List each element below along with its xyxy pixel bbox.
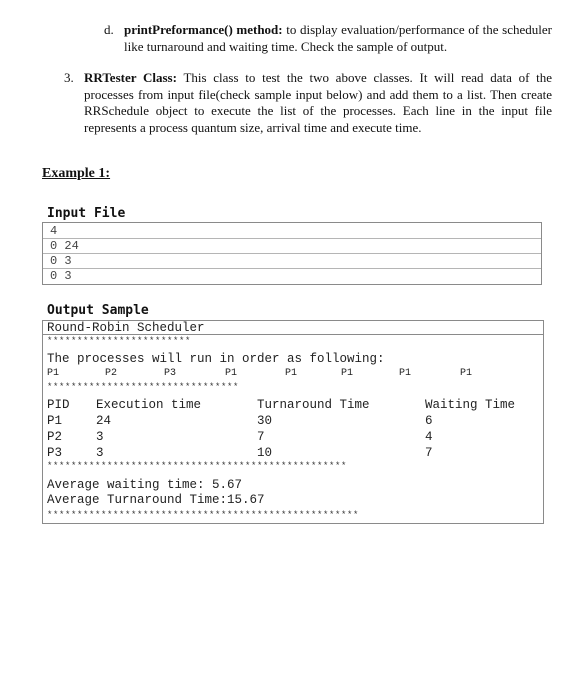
column-header-execution: Execution time <box>96 398 202 412</box>
row-exec: 3 <box>96 446 104 460</box>
row-turnaround: 7 <box>257 430 265 444</box>
input-row-divider <box>43 253 541 254</box>
order-item: P1 <box>47 368 60 379</box>
order-text: The processes will run in order as following: <box>47 352 385 366</box>
order-item: P2 <box>105 368 118 379</box>
scheduler-title: Round-Robin Scheduler <box>47 321 205 335</box>
order-item: P1 <box>460 368 473 379</box>
input-line: 0 24 <box>50 239 79 253</box>
item-d-text <box>124 21 552 55</box>
output-sample-box <box>42 320 544 524</box>
stars-divider: ************************************************** <box>47 461 348 471</box>
item-3-paragraph <box>64 70 552 136</box>
row-exec: 3 <box>96 430 104 444</box>
item-3-description: This class to test the two above classes. It will read data of the processes from input file(check sample input below) and add them to a list. Then create RRSchedule object to execute the list of the processes. Each line in the input file represents a process quantum size, arrival time and execute time. <box>84 70 553 135</box>
order-item: P1 <box>225 368 238 379</box>
item-3-text <box>84 70 552 136</box>
row-pid: P3 <box>47 446 63 460</box>
input-line: 0 3 <box>50 254 72 268</box>
title-divider <box>43 334 543 335</box>
row-exec: 24 <box>96 414 112 428</box>
item-d-label: d. <box>104 22 114 37</box>
column-header-waiting: Waiting Time <box>425 398 516 412</box>
stars-divider: ************************ <box>47 336 192 346</box>
stars-divider: **************************************************** <box>47 510 360 520</box>
output-sample-title: Output Sample <box>47 303 149 318</box>
row-waiting: 4 <box>425 430 433 444</box>
input-row-divider <box>43 268 541 269</box>
average-turnaround-time: Average Turnaround Time:15.67 <box>47 493 265 507</box>
input-row-divider <box>43 238 541 239</box>
order-item: P1 <box>341 368 354 379</box>
row-pid: P1 <box>47 414 63 428</box>
item-3-class-name: RRTester Class: <box>84 70 177 85</box>
order-item: P1 <box>285 368 298 379</box>
row-pid: P2 <box>47 430 63 444</box>
order-item: P1 <box>399 368 412 379</box>
item-d-paragraph <box>104 21 552 55</box>
item-3-number: 3. <box>64 70 74 85</box>
column-header-pid: PID <box>47 398 70 412</box>
stars-divider: ******************************** <box>47 382 240 392</box>
input-line: 4 <box>50 224 58 238</box>
item-d-method-name: printPreformance() method: <box>124 22 283 37</box>
column-header-turnaround: Turnaround Time <box>257 398 370 412</box>
order-item: P3 <box>164 368 177 379</box>
input-file-box <box>42 222 542 285</box>
average-waiting-time: Average waiting time: 5.67 <box>47 478 243 492</box>
row-turnaround: 10 <box>257 446 273 460</box>
input-line: 0 3 <box>50 269 72 283</box>
item-d-description: to display evaluation/performance of the scheduler like turnaround and waiting time. Check the sample of output. <box>124 22 552 54</box>
row-waiting: 6 <box>425 414 433 428</box>
example-heading: Example 1: <box>42 166 111 181</box>
row-waiting: 7 <box>425 446 433 460</box>
row-turnaround: 30 <box>257 414 273 428</box>
input-file-title: Input File <box>47 206 126 221</box>
